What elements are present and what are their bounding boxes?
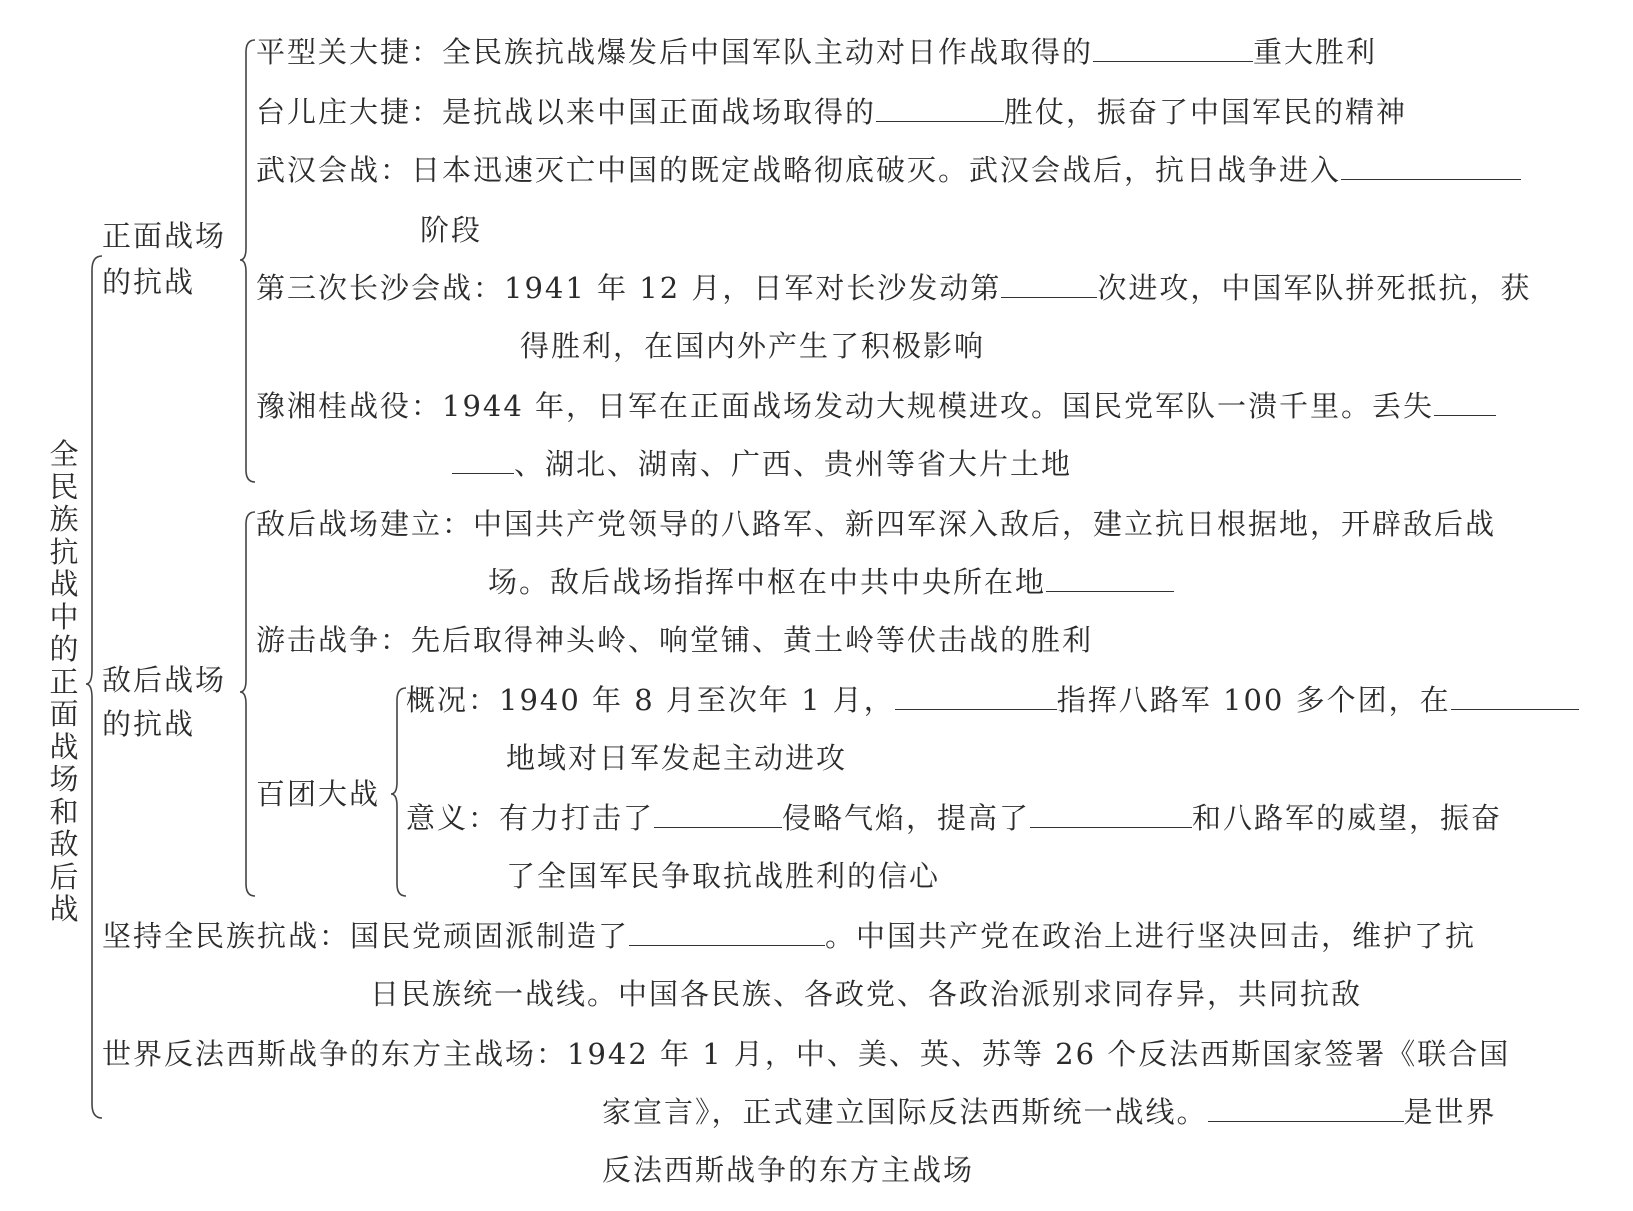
changsha-line-2: 得胜利，在国内外产生了积极影响 (520, 329, 986, 363)
taierzhuang-text-a: 台儿庄大捷：是抗战以来中国正面战场取得的 (256, 95, 877, 129)
page-title-vertical: 全民族抗战中的正面战场和敌后战 (49, 437, 79, 926)
eastern-line: 世界反法西斯战争的东方主战场：1942 年 1 月，中、美、英、苏等 26 个反法西斯国家签署《联合国 (102, 1037, 1511, 1071)
rear-established-line-2 (488, 564, 1174, 600)
eastern-text-b: 家宣言》，正式建立国际反法西斯统一战线。 (602, 1095, 1208, 1129)
taierzhuang-text-b: 胜仗，振奋了中国军民的精神 (1004, 95, 1408, 129)
rear-label-line1: 敌后战场 (102, 663, 227, 697)
overview-line (406, 682, 1579, 718)
yuxianggui-text-a: 豫湘桂战役：1944 年，日军在正面战场发动大规模进攻。国民党军队一溃千里。丢失 (256, 389, 1435, 423)
pingxingguan-text-a: 平型关大捷：全民族抗战爆发后中国军队主动对日作战取得的 (256, 35, 1094, 69)
answer-blank[interactable] (1434, 389, 1496, 416)
significance-line-2: 了全国军民争取抗战胜利的信心 (506, 859, 941, 893)
guerrilla-line: 游击战争：先后取得神头岭、响堂铺、黄土岭等伏击战的胜利 (256, 623, 1094, 657)
answer-blank[interactable] (452, 447, 514, 474)
answer-blank[interactable] (1030, 801, 1192, 828)
answer-blank[interactable] (654, 801, 782, 828)
hundred-regiments-label: 百团大战 (256, 777, 381, 811)
wuhan-text-a: 武汉会战：日本迅速灭亡中国的既定战略彻底破灭。武汉会战后，抗日战争进入 (256, 153, 1342, 187)
persist-line (102, 918, 1476, 954)
rear-established-line: 敌后战场建立：中国共产党领导的八路军、新四军深入敌后，建立抗日根据地，开辟敌后战 (256, 507, 1497, 541)
rear-established-text-b: 场。敌后战场指挥中枢在中共中央所在地 (488, 565, 1047, 599)
overview-text-b: 指挥八路军 100 多个团，在 (1056, 683, 1451, 717)
yuxianggui-text-b: 、湖北、湖南、广西、贵州等省大片土地 (514, 447, 1073, 481)
persist-line-2: 日民族统一战线。中国各民族、各政党、各政治派别求同存异，共同抗敌 (370, 977, 1363, 1011)
pingxingguan-line (256, 34, 1377, 70)
overview-line-2: 地域对日军发起主动进攻 (506, 741, 848, 775)
significance-text-c: 和八路军的威望，振奋 (1192, 801, 1503, 835)
rear-label-line2: 的抗战 (102, 707, 196, 741)
answer-blank[interactable] (1208, 1095, 1404, 1122)
wuhan-line (256, 152, 1521, 188)
answer-blank[interactable] (876, 95, 1004, 122)
answer-blank[interactable] (1451, 683, 1579, 710)
changsha-text-b: 次进攻，中国军队拼死抵抗，获 (1097, 271, 1532, 305)
rear-brace (240, 512, 255, 896)
changsha-text-a: 第三次长沙会战：1941 年 12 月，日军对长沙发动第 (256, 271, 1002, 305)
eastern-text-c: 是世界 (1403, 1095, 1497, 1129)
overview-text-a: 概况：1940 年 8 月至次年 1 月， (406, 683, 895, 717)
answer-blank[interactable] (1341, 153, 1521, 180)
persist-text-a: 坚持全民族抗战：国民党顽固派制造了 (102, 919, 630, 953)
answer-blank[interactable] (895, 683, 1057, 710)
yuxianggui-line (256, 388, 1496, 424)
hundred-regiments-brace (391, 688, 406, 896)
significance-text-a: 意义：有力打击了 (406, 801, 655, 835)
answer-blank[interactable] (629, 919, 825, 946)
frontal-label-line1: 正面战场 (102, 219, 227, 253)
eastern-line-3: 反法西斯战争的东方主战场 (602, 1153, 975, 1187)
significance-text-b: 侵略气焰，提高了 (782, 801, 1031, 835)
taierzhuang-line (256, 94, 1407, 130)
answer-blank[interactable] (1093, 35, 1253, 62)
eastern-line-2 (602, 1094, 1497, 1130)
frontal-brace (240, 40, 255, 482)
pingxingguan-text-b: 重大胜利 (1253, 35, 1378, 69)
frontal-label-line2: 的抗战 (102, 265, 196, 299)
main-brace (86, 256, 102, 1118)
answer-blank[interactable] (1001, 271, 1097, 298)
yuxianggui-line-2 (452, 446, 1072, 482)
answer-blank[interactable] (1046, 565, 1174, 592)
persist-text-b: 。中国共产党在政治上进行坚决回击，维护了抗 (825, 919, 1477, 953)
significance-line (406, 800, 1502, 836)
wuhan-line-2: 阶段 (420, 213, 483, 247)
changsha-line (256, 270, 1531, 306)
